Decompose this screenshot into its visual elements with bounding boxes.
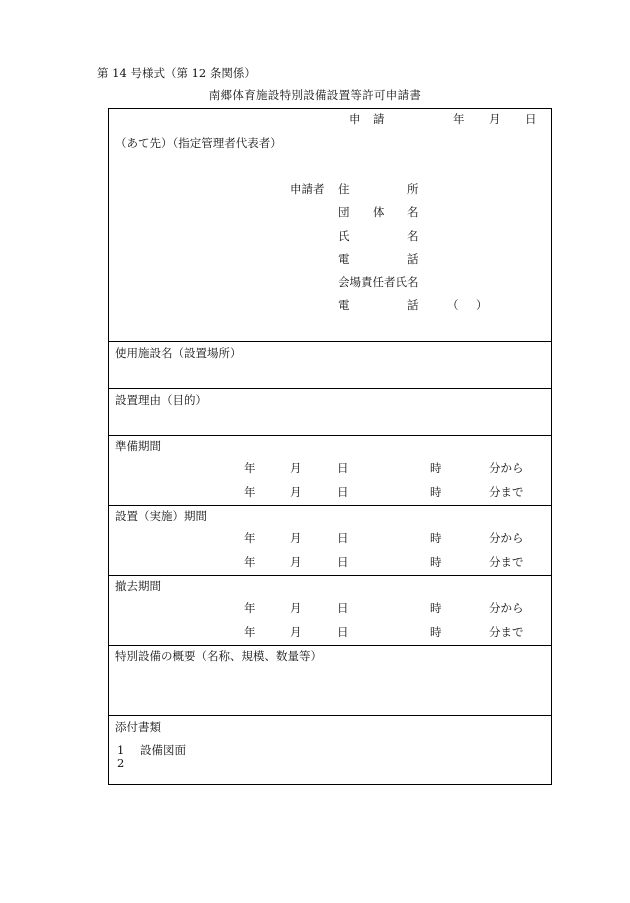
attachments-label: 添付書類 bbox=[115, 720, 161, 734]
address-label-2: 所 bbox=[407, 182, 419, 196]
divider-removal bbox=[108, 575, 552, 576]
divider-install bbox=[108, 505, 552, 506]
install-start-hour: 時 bbox=[430, 531, 442, 545]
prep-start-hour: 時 bbox=[430, 461, 442, 475]
prep-start-month: 月 bbox=[290, 461, 302, 475]
prep-end-year: 年 bbox=[244, 485, 256, 499]
removal-end-year: 年 bbox=[244, 625, 256, 639]
removal-start-from: 分から bbox=[489, 601, 524, 615]
prep-end-hour: 時 bbox=[430, 485, 442, 499]
prep-end-day: 日 bbox=[337, 485, 349, 499]
address-label-1: 住 bbox=[338, 182, 350, 196]
addressee: （あて先）（指定管理者代表者） bbox=[115, 136, 282, 150]
reason-label: 設置理由（目的） bbox=[115, 393, 207, 407]
install-start-month: 月 bbox=[290, 531, 302, 545]
install-period-label: 設置（実施）期間 bbox=[115, 509, 207, 523]
removal-start-year: 年 bbox=[244, 601, 256, 615]
divider-facility bbox=[108, 341, 552, 342]
phone-label-1: 電 bbox=[338, 252, 350, 266]
install-end-month: 月 bbox=[290, 555, 302, 569]
attachment-1-text: 設備図面 bbox=[140, 743, 186, 757]
paren-open: （ bbox=[447, 298, 459, 312]
prep-period-label: 準備期間 bbox=[115, 439, 161, 453]
install-end-year: 年 bbox=[244, 555, 256, 569]
prep-start-from: 分から bbox=[489, 461, 524, 475]
date-month: 月 bbox=[489, 112, 501, 126]
removal-end-hour: 時 bbox=[430, 625, 442, 639]
install-end-hour: 時 bbox=[430, 555, 442, 569]
divider-attachments bbox=[108, 715, 552, 716]
install-start-from: 分から bbox=[489, 531, 524, 545]
manager-name-label: 会場責任者氏名 bbox=[338, 275, 419, 289]
prep-start-day: 日 bbox=[337, 461, 349, 475]
date-year: 年 bbox=[453, 112, 465, 126]
prep-end-until: 分まで bbox=[489, 485, 524, 499]
install-start-day: 日 bbox=[337, 531, 349, 545]
name-label-1: 氏 bbox=[338, 229, 350, 243]
removal-start-month: 月 bbox=[290, 601, 302, 615]
date-label-1: 申 bbox=[349, 112, 361, 126]
removal-start-day: 日 bbox=[337, 601, 349, 615]
install-end-until: 分まで bbox=[489, 555, 524, 569]
removal-end-day: 日 bbox=[337, 625, 349, 639]
facility-label: 使用施設名（設置場所） bbox=[115, 346, 242, 360]
prep-start-year: 年 bbox=[244, 461, 256, 475]
group-label-3: 名 bbox=[407, 205, 419, 219]
install-end-day: 日 bbox=[337, 555, 349, 569]
form-title: 南郷体育施設特別設備設置等許可申請書 bbox=[208, 88, 422, 102]
attachment-2-number: 2 bbox=[117, 756, 125, 770]
date-label-2: 請 bbox=[373, 112, 385, 126]
prep-end-month: 月 bbox=[290, 485, 302, 499]
date-day: 日 bbox=[525, 112, 537, 126]
applicant-label: 申請者 bbox=[290, 182, 325, 196]
manager-phone-label-2: 話 bbox=[407, 298, 419, 312]
group-label-1: 団 bbox=[338, 205, 350, 219]
form-number: 第 14 号様式（第 12 条関係） bbox=[97, 66, 256, 80]
removal-period-label: 撤去期間 bbox=[115, 579, 161, 593]
paren-close: ） bbox=[476, 298, 488, 312]
divider-reason bbox=[108, 388, 552, 389]
attachment-1-number: 1 bbox=[117, 743, 125, 757]
divider-overview bbox=[108, 645, 552, 646]
application-form-table bbox=[108, 108, 552, 785]
install-start-year: 年 bbox=[244, 531, 256, 545]
divider-prep bbox=[108, 435, 552, 436]
group-label-2: 体 bbox=[373, 205, 385, 219]
removal-end-until: 分まで bbox=[489, 625, 524, 639]
removal-end-month: 月 bbox=[290, 625, 302, 639]
name-label-2: 名 bbox=[407, 229, 419, 243]
overview-label: 特別設備の概要（名称、規模、数量等） bbox=[115, 649, 322, 663]
phone-label-2: 話 bbox=[407, 252, 419, 266]
manager-phone-label-1: 電 bbox=[338, 298, 350, 312]
removal-start-hour: 時 bbox=[430, 601, 442, 615]
